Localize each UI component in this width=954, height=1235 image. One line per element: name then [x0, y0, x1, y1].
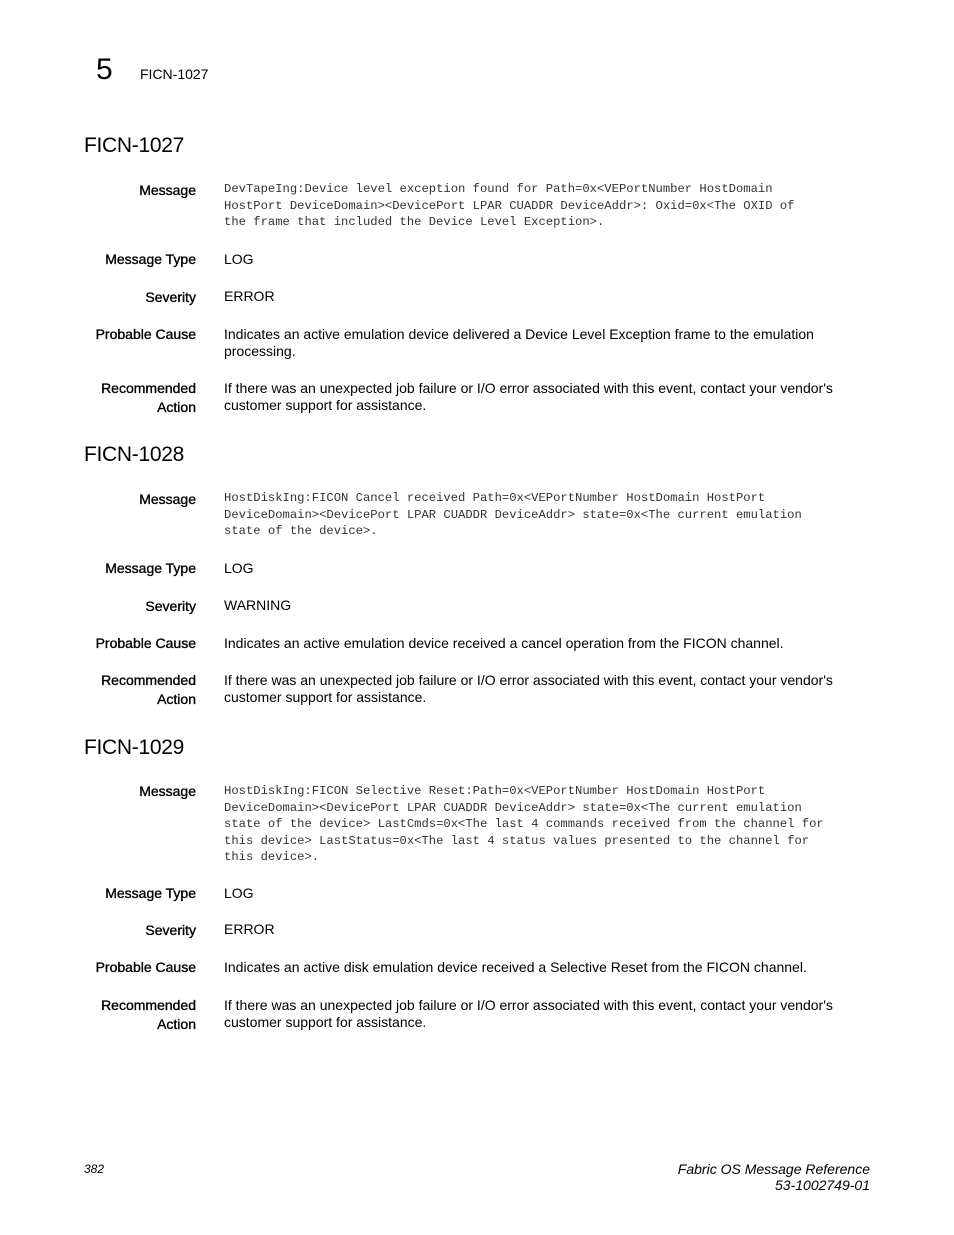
probable-cause-text: Indicates an active disk emulation device received a Selective Reset from the FICON channel. — [224, 959, 807, 975]
recommended-label-line1: Recommended — [101, 380, 196, 396]
recommended-action-label — [40, 671, 196, 709]
recommended-label-line2: Action — [157, 399, 196, 415]
document-number: 53-1002749-01 — [775, 1177, 870, 1193]
probable-cause-text: Indicates an active emulation device received a cancel operation from the FICON channel. — [224, 635, 784, 651]
severity-value: ERROR — [224, 288, 275, 304]
running-head: FICN-1027 — [140, 66, 209, 82]
probable-cause-text: Indicates an active emulation device delivered a Device Level Exception frame to the emulation processing. — [224, 326, 814, 359]
severity-value: WARNING — [224, 597, 292, 613]
message-type-value: LOG — [224, 251, 254, 267]
recommended-label-line2: Action — [157, 1016, 196, 1032]
message-text: DevTapeIng:Device level exception found for Path=0x<VEPortNumber HostDomain HostPort DeviceDomain><DevicePort LPAR CUADDR DeviceAddr>: Oxid=0x<The OXID of the frame that included the Device Level Exception>. — [224, 182, 795, 229]
message-type-label: Message Type — [105, 251, 196, 267]
recommended-label-line1: Recommended — [101, 997, 196, 1013]
message-text: HostDiskIng:FICON Cancel received Path=0x<VEPortNumber HostDomain HostPort DeviceDomain><DevicePort LPAR CUADDR DeviceAddr> state=0x<The current emulation state of the device>. — [224, 491, 802, 538]
footer-book-info — [678, 1161, 870, 1193]
probable-cause-label: Probable Cause — [95, 635, 196, 651]
recommended-label-line1: Recommended — [101, 672, 196, 688]
message-type-value: LOG — [224, 885, 254, 901]
message-type-value: LOG — [224, 560, 254, 576]
probable-cause-label: Probable Cause — [95, 959, 196, 975]
message-label: Message — [139, 491, 196, 507]
severity-label: Severity — [145, 598, 196, 614]
recommended-action-text: If there was an unexpected job failure or I/O error associated with this event, contact your vendor's customer support for assistance. — [224, 380, 833, 413]
recommended-action-label — [40, 379, 196, 417]
recommended-label-line2: Action — [157, 691, 196, 707]
recommended-action-label — [40, 996, 196, 1034]
probable-cause-label: Probable Cause — [95, 326, 196, 342]
entry-title: FICN-1029 — [84, 736, 185, 759]
recommended-action-text: If there was an unexpected job failure or I/O error associated with this event, contact your vendor's customer support for assistance. — [224, 672, 833, 705]
book-title: Fabric OS Message Reference — [677, 1161, 870, 1177]
page-number: 382 — [84, 1162, 105, 1176]
message-text: HostDiskIng:FICON Selective Reset:Path=0x<VEPortNumber HostDomain HostPort DeviceDomain><DevicePort LPAR CUADDR DeviceAddr> state=0x<The current emulation state of the device> LastCmds=0x<The last 4 commands received from the channel for this device> LastStatus=0x<The last 4 status values presented to the channel for this device>. — [224, 784, 824, 864]
chapter-number: 5 — [96, 53, 113, 86]
entry-title: FICN-1027 — [84, 134, 185, 157]
message-label: Message — [139, 783, 196, 799]
message-label: Message — [139, 182, 196, 198]
severity-value: ERROR — [224, 921, 275, 937]
message-type-label: Message Type — [105, 885, 196, 901]
recommended-action-text: If there was an unexpected job failure or I/O error associated with this event, contact your vendor's customer support for assistance. — [224, 997, 833, 1030]
severity-label: Severity — [145, 289, 196, 305]
severity-label: Severity — [145, 922, 196, 938]
entry-title: FICN-1028 — [84, 443, 185, 466]
message-type-label: Message Type — [105, 560, 196, 576]
